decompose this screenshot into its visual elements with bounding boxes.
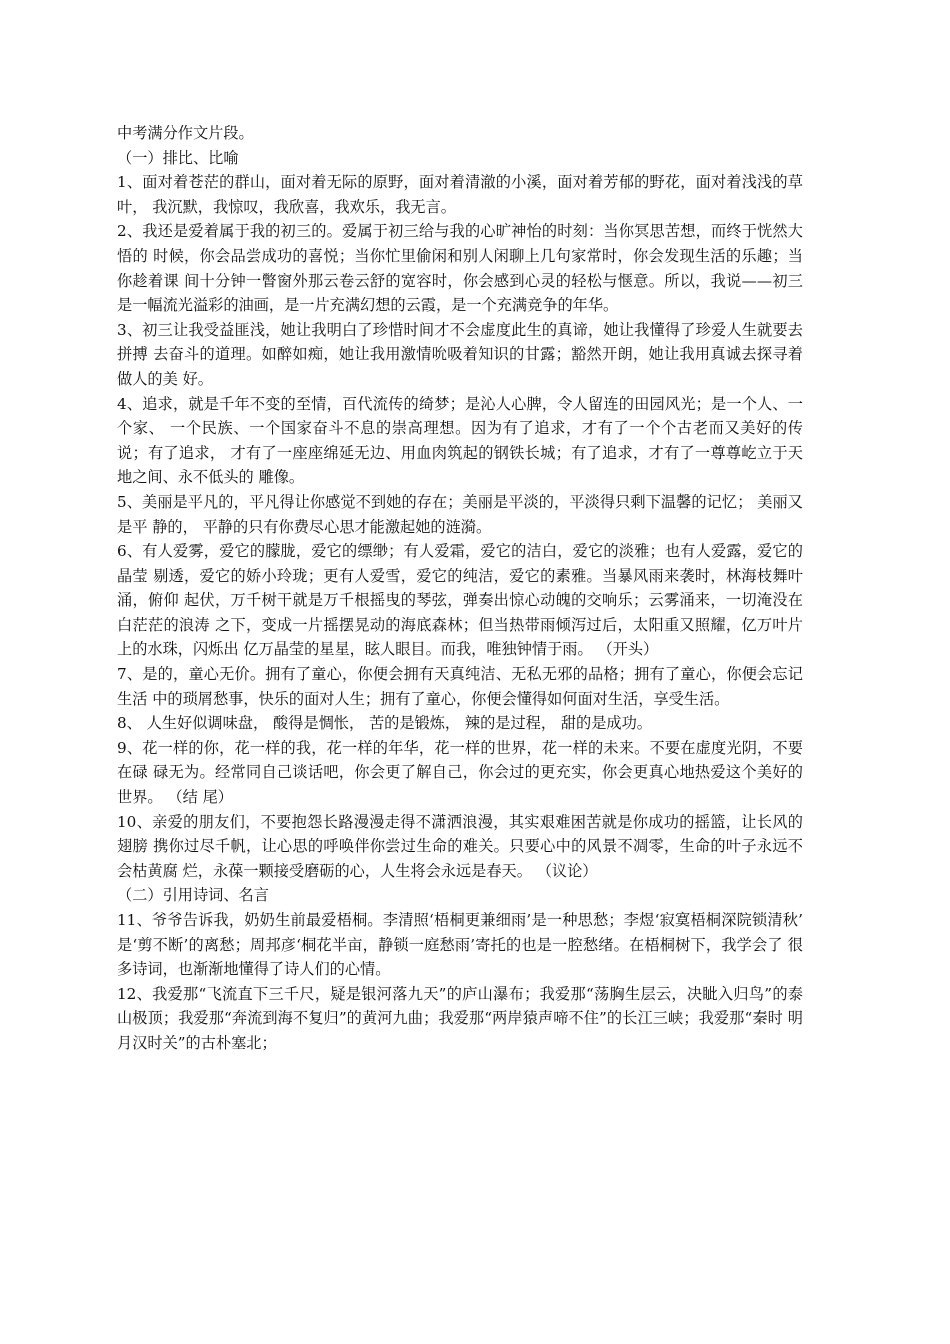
section-heading-2: （二）引用诗词、名言 [117,886,269,905]
document-title: 中考满分作文片段。 [117,124,254,142]
section-heading-1: （一）排比、比喻 [117,148,239,167]
paragraph-6: 6、有人爱雾，爱它的朦胧，爱它的缥缈；有人爱霜，爱它的洁白，爱它的淡雅；也有人爱露，爱它的晶莹 剔透，爱它的娇小玲珑；更有人爱雪，爱它的纯洁，爱它的素雅。当暴风雨来袭时，林海枝舞叶涌，俯仰 起伏，万千树干就是万千根摇曳的琴弦，弹奏出惊心动魄的交响乐；云雾涌来，一切淹没在白茫茫的浪涛 之下，变成一片摇摆晃动的海底森林；但当热带雨倾泻过后，太阳重又照耀，亿万叶片上的水珠，闪烁出 亿万晶莹的星星，眩人眼目。而我，唯独钟情于雨。 （开头） [117,542,803,659]
paragraph-9: 9、花一样的你，花一样的我，花一样的年华，花一样的世界，花一样的未来。不要在虚度光阴，不要在碌 碌无为。经常同自己谈话吧，你会更了解自己，你会过的更充实，你会更真心地热爱这个美好的世界。 （结 尾） [117,738,803,807]
paragraph-3: 3、初三让我受益匪浅，她让我明白了珍惜时间才不会虚度此生的真谛，她让我懂得了珍爱人生就要去拼搏 去奋斗的道理。如醉如痴，她让我用激情吮吸着知识的甘露；豁然开朗，她让我用真诚去探寻着做人的美 好。 [117,320,803,388]
paragraph-12: 12、我爱那“飞流直下三千尺，疑是银河落九天”的庐山瀑布；我爱那“荡胸生层云，决眦入归鸟”的泰 山极顶；我爱那“奔流到海不复归”的黄河九曲；我爱那“两岸猿声啼不住”的长江三峡；我爱那“秦时 明月汉时关”的古朴塞北； [117,984,803,1052]
paragraph-7: 7、是的，童心无价。拥有了童心，你便会拥有天真纯洁、无私无邪的品格；拥有了童心，你便会忘记生活 中的琐屑愁事，快乐的面对人生；拥有了童心，你便会懂得如何面对生活，享受生活。 [117,665,803,708]
document-page [117,121,803,1056]
paragraph-10: 10、亲爱的朋友们，不要抱怨长路漫漫走得不潇洒浪漫，其实艰难困苦就是你成功的摇篮，让长风的翅膀 携你过尽千帆，让心思的呼唤伴你尝过生命的难关。只要心中的风景不凋零，生命的叶子永远不会枯黄腐 烂，永葆一颗接受磨砺的心，人生将会永远是春天。 （议论） [117,812,803,880]
paragraph-11: 11、爷爷告诉我，奶奶生前最爱梧桐。李清照‘梧桐更兼细雨’是一种思愁；李煜‘寂寞梧桐深院锁清秋’ 是‘剪不断’的离愁；周邦彦‘桐花半亩，静锁一庭愁雨’寄托的也是一腔愁绪。在梧桐树下，我学会了 很多诗词，也渐渐地懂得了诗人们的心情。 [117,911,803,979]
paragraph-4: 4、追求，就是千年不变的至情，百代流传的绮梦；是沁人心脾，令人留连的田园风光；是一个人、一个家、 一个民族、一个国家奋斗不息的崇高理想。因为有了追求，才有了一个个古老而又美好的传说；有了追求， 才有了一座座绵延无边、用血肉筑起的钢铁长城；有了追求，才有了一尊尊屹立于天地之间、永不低头的 雕像。 [117,394,803,487]
paragraph-1: 1、面对着苍茫的群山，面对着无际的原野，面对着清澈的小溪，面对着芳郁的野花，面对着浅浅的草叶， 我沉默，我惊叹，我欣喜，我欢乐，我无言。 [117,173,803,216]
paragraph-2: 2、我还是爱着属于我的初三的。爱属于初三给与我的心旷神怡的时刻：当你冥思苦想，而终于恍然大悟的 时候，你会品尝成功的喜悦；当你忙里偷闲和别人闲聊上几句家常时，你会发现生活的乐趣；当你趁着课 间十分钟一瞥窗外那云卷云舒的宽容时，你会感到心灵的轻松与惬意。所以，我说——初三是一幅流光溢彩的油画，是一片充满幻想的云霞，是一个充满竞争的年华。 [117,222,803,315]
paragraph-8: 8、 人生好似调味盘， 酸得是惆怅， 苦的是锻炼， 辣的是过程， 甜的是成功。 [117,714,652,733]
paragraph-5: 5、美丽是平凡的，平凡得让你感觉不到她的存在；美丽是平淡的，平淡得只剩下温馨的记忆； 美丽又是平 静的， 平静的只有你费尽心思才能激起她的涟漪。 [117,492,803,536]
